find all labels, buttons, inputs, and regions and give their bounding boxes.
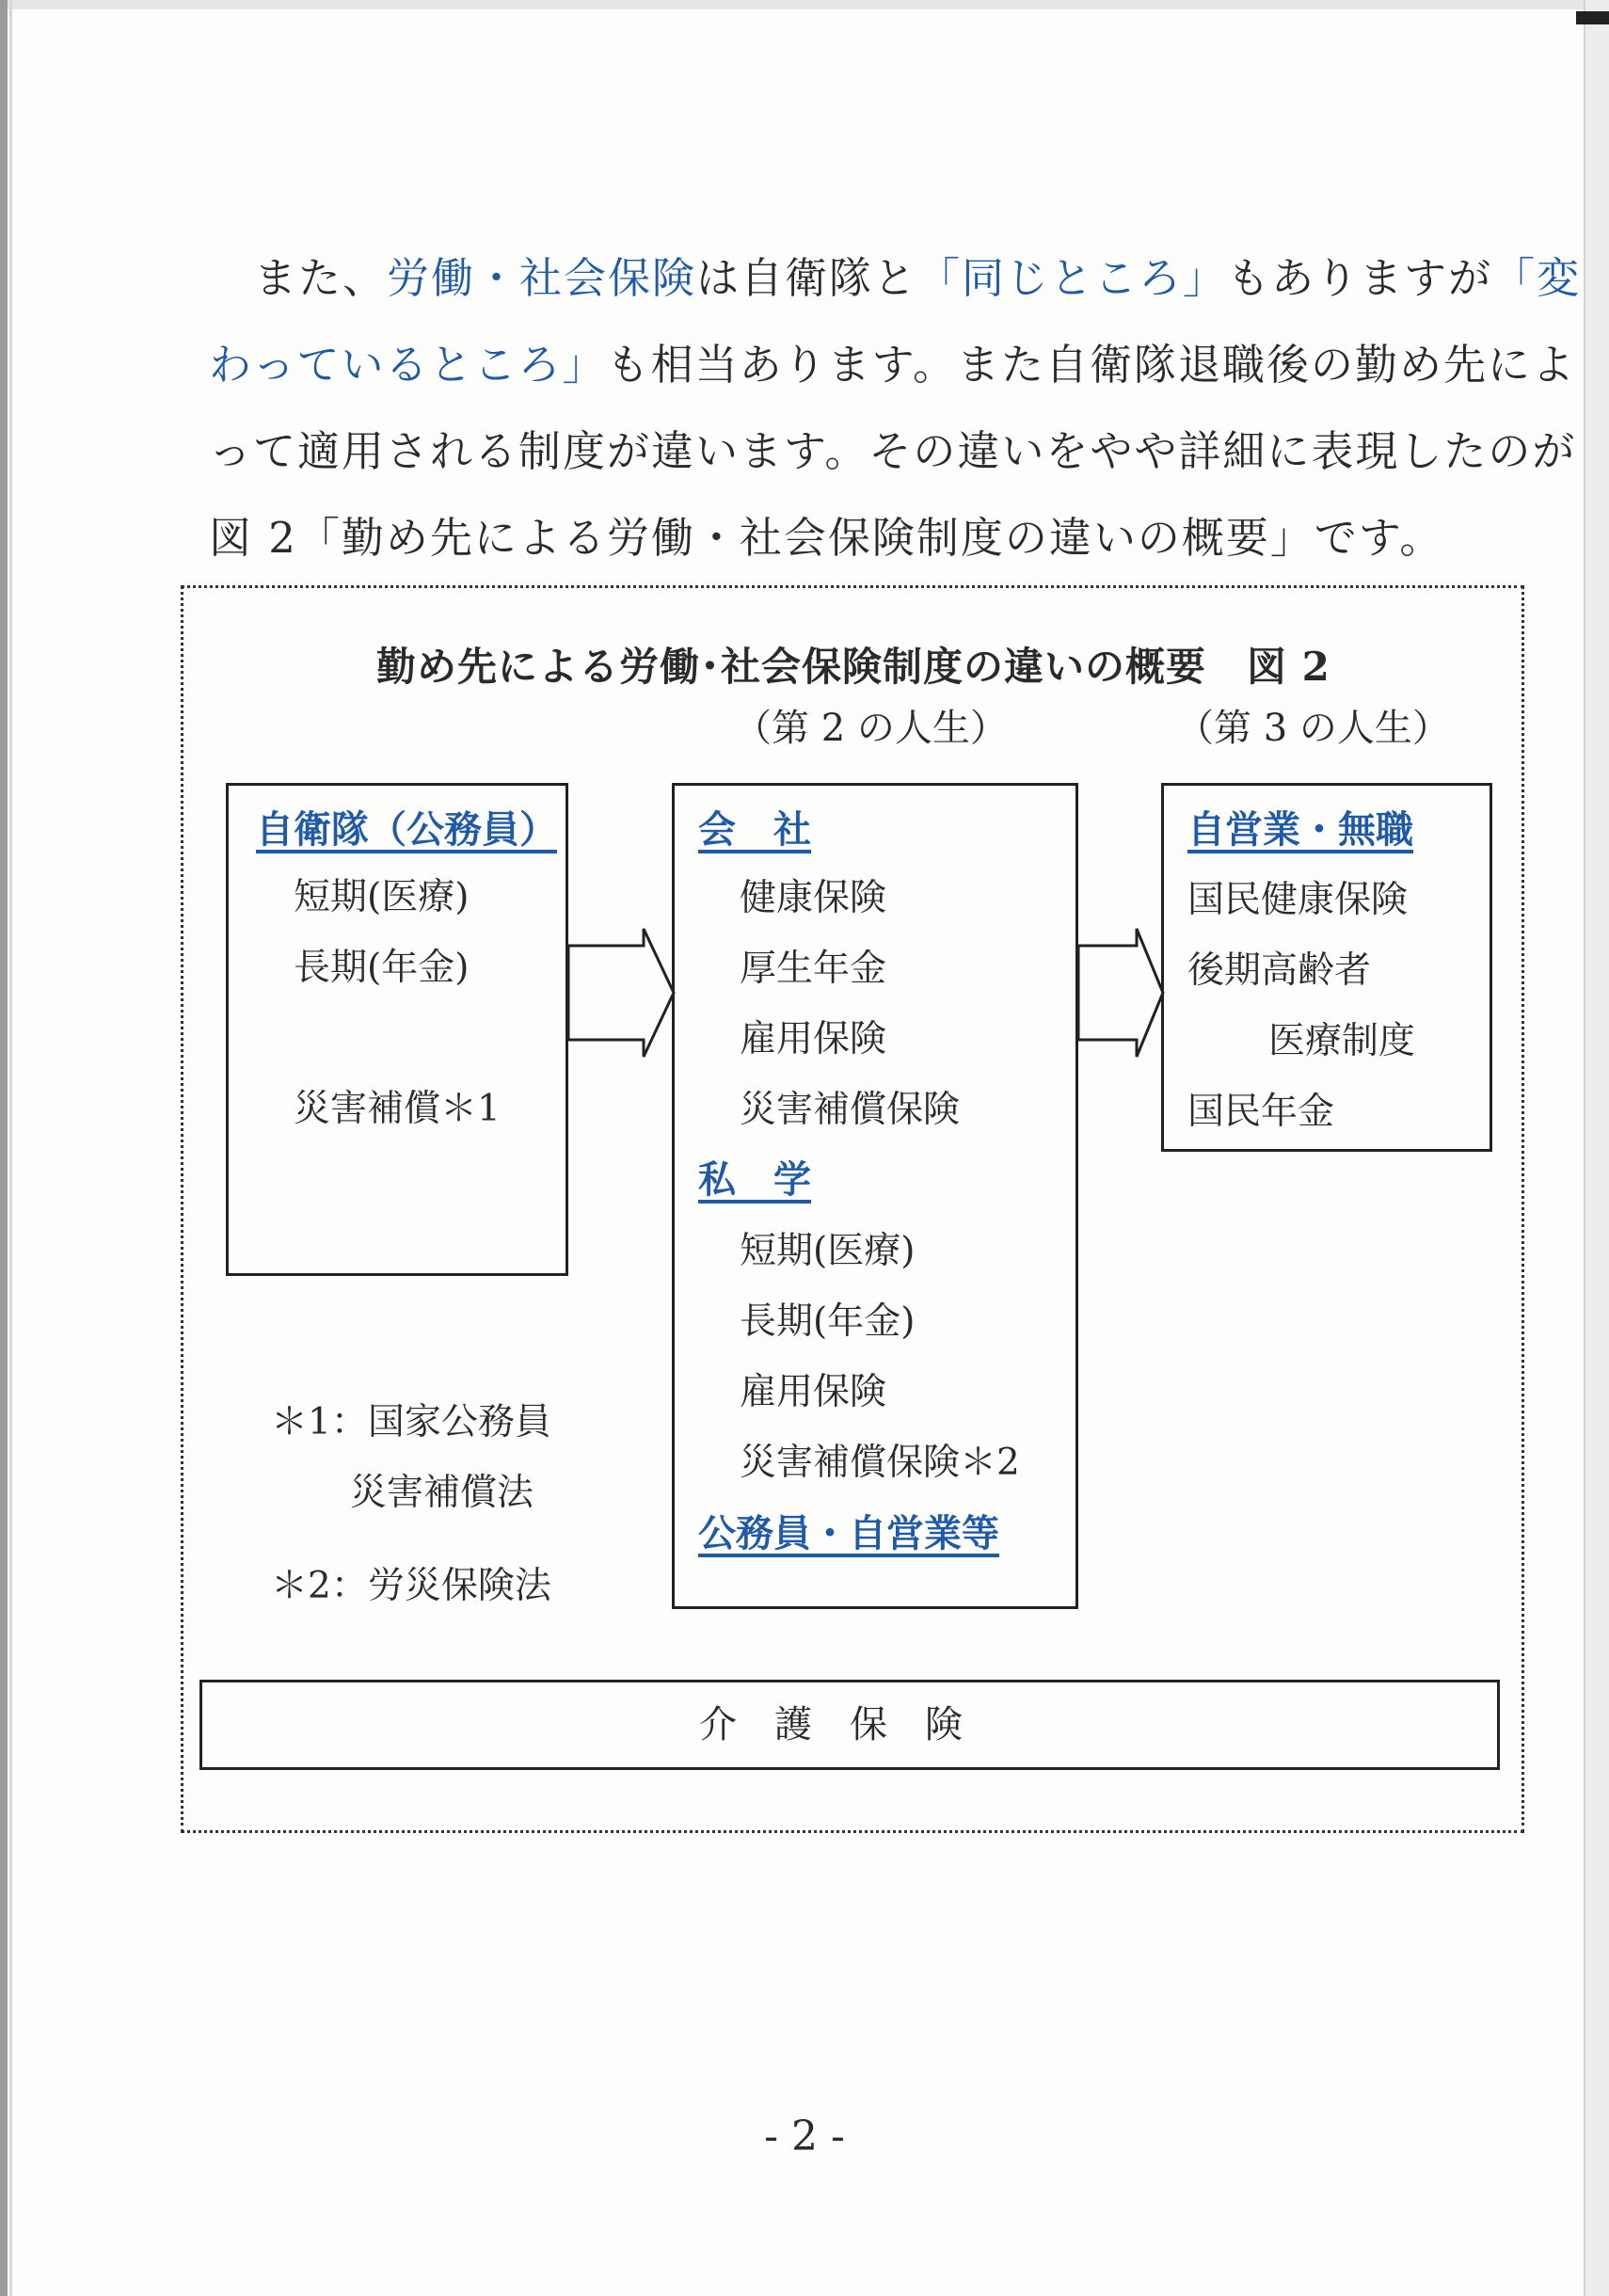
public-self-heading: 公務員・自営業等 [698, 1512, 999, 1555]
private-school-item: 災害補償保険＊2 [740, 1442, 1020, 1484]
company-heading: 会 社 [698, 808, 811, 852]
private-school-item: 短期(医療) [740, 1230, 916, 1272]
page-left-edge [0, 0, 8, 2296]
paragraph-line-4 [209, 495, 1507, 582]
company-item: 厚生年金 [740, 948, 887, 990]
sdf-box [226, 783, 568, 1276]
highlight-span: 「同じところ」 [917, 253, 1228, 303]
company-item: 災害補償保険 [740, 1089, 961, 1131]
highlight-span: 労働・社会保険 [387, 253, 697, 303]
sdf-item: 災害補償＊1 [294, 1088, 501, 1130]
care-insurance-label: 介護保険 [699, 1703, 1000, 1746]
third-life-label: （第 3 の人生） [1176, 707, 1450, 750]
intro-paragraph [209, 235, 1582, 582]
sdf-item: 長期(年金) [294, 947, 470, 989]
self-employed-item: 医療制度 [1268, 1020, 1416, 1062]
paragraph-line-3 [209, 408, 1577, 495]
footnote-2: ＊2：労災保険法 [271, 1565, 551, 1607]
self-employed-item: 国民健康保険 [1187, 879, 1409, 921]
paragraph-line-2 [209, 322, 1576, 408]
self-employed-heading: 自営業・無職 [1187, 808, 1413, 852]
arrow-right-icon [565, 927, 677, 1059]
footnote-1-cont: 災害補償法 [350, 1472, 534, 1514]
sdf-heading: 自衛隊（公務員） [256, 808, 557, 852]
second-life-label: （第 2 の人生） [734, 707, 1008, 750]
private-school-item: 長期(年金) [740, 1300, 916, 1343]
care-insurance-box [199, 1680, 1500, 1770]
arrow-right-icon [1075, 927, 1167, 1059]
text-span: また、 [254, 253, 388, 303]
highlight-span: わっているところ」 [209, 340, 607, 390]
text-span: 図 2「勤め先による労働・社会保険制度の違いの概要」です。 [209, 513, 1444, 563]
private-school-item: 雇用保険 [740, 1371, 887, 1413]
page-corner-mark [1576, 11, 1609, 24]
page-left-edge-inner [9, 0, 12, 2296]
paragraph-line-1 [209, 235, 1582, 322]
company-item: 雇用保険 [740, 1018, 887, 1060]
footnote-1: ＊1：国家公務員 [271, 1401, 551, 1443]
page-right-edge [1584, 0, 1609, 2296]
page-number: - 2 - [764, 2113, 845, 2160]
sdf-item: 短期(医療) [294, 876, 470, 918]
page-top-edge [0, 0, 1609, 9]
text-span: って適用される制度が違います。その違いをやや詳細に表現したのが [209, 426, 1577, 476]
text-span: も相当あります。また自衛隊退職後の勤め先によ [606, 340, 1576, 390]
text-span: もありますが [1227, 253, 1493, 303]
text-span: は自衛隊と [696, 253, 918, 303]
private-school-heading: 私 学 [698, 1158, 811, 1202]
self-employed-item: 後期高齢者 [1187, 949, 1372, 992]
self-employed-item: 国民年金 [1187, 1091, 1335, 1133]
figure-title: 勤め先による労働･社会保険制度の違いの概要 図 2 [376, 644, 1330, 690]
company-item: 健康保険 [740, 877, 887, 919]
highlight-span: 「変 [1492, 253, 1582, 303]
